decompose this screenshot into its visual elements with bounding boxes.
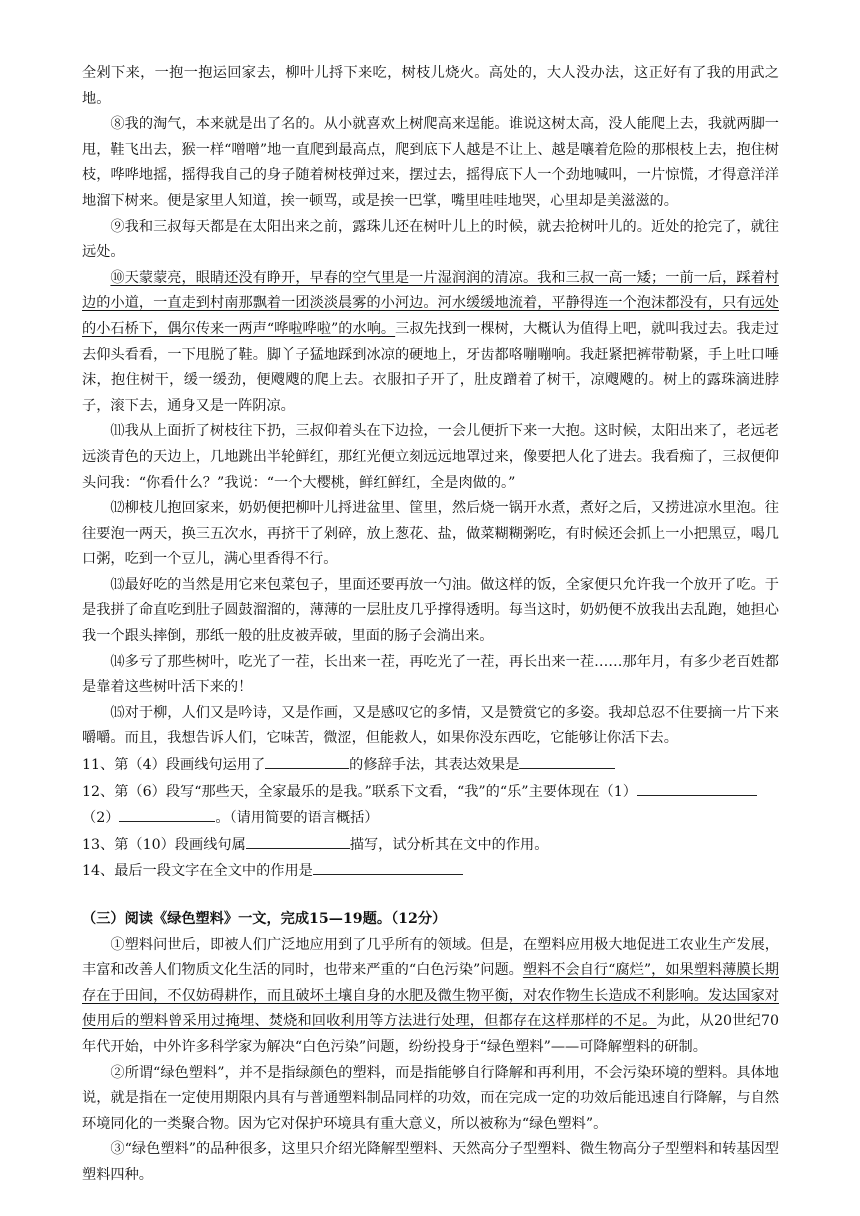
plastic-paragraph-2: ②所谓“绿色塑料”，并不是指绿颜色的塑料，而是指能够自行降解和再利用，不会污染环境的塑料。具体地说，就是指在一定使用期限内具有与普通塑料制品同样的功效，而在完成一定的功效后能迅速自行降解，与自然环境同化的一类聚合物。因为它对保护环境具有重大意义，所以被称为“绿色塑料”。 xyxy=(82,1064,779,1132)
answer-blank[interactable] xyxy=(265,752,349,769)
underlined-sentence-10: ⑩天蒙蒙亮，眼睛还没有睁开，早春的空气里是一片湿润润的清凉。我和三叔一高一矮；一前一后，踩着村边的小道，一直走到村南那飘着一团淡淡晨雾的小河边。河水缓缓地流着，平静得连一个泡沫都没有，只有远处的小石桥下，偶尔传来一两声“哗啦哗啦”的水响。 xyxy=(82,269,779,337)
paragraph-11: ⑾我从上面折了树枝往下扔，三叔仰着头在下边捡，一会儿便折下来一大抱。这时候，太阳出来了，老远老远淡青色的天边上，几地跳出半轮鲜红，那红光便立刻远远地罩过来，像要把人化了进去。我看痴了，三叔便仰头问我：“你看什么？”我说：“一个大樱桃，鲜红鲜红，全是肉做的。” xyxy=(82,423,779,491)
paragraph-14: ⒁多亏了那些树叶，吃光了一茬，长出来一茬，再吃光了一茬，再长出来一茬……那年月，有多少老百姓都是靠着这些树叶活下来的！ xyxy=(82,653,779,696)
question-11: 11、第（4）段画线句运用了 的修辞手法，其表达效果是 xyxy=(82,752,779,779)
answer-blank[interactable] xyxy=(637,779,757,796)
answer-blank[interactable] xyxy=(246,832,350,849)
paragraph-continuation: 全剁下来，一抱一抱运回家去，柳叶儿捋下来吃，树枝儿烧火。高处的，大人没办法，这正好有了我的用武之地。 xyxy=(82,65,779,107)
question-14: 14、最后一段文字在全文中的作用是 xyxy=(82,858,779,885)
paragraph-8: ⑧我的淘气，本来就是出了名的。从小就喜欢上树爬高来逞能。谁说这树太高，没人能爬上去，我就两脚一甩，鞋飞出去，猴一样“噌噌”地一直爬到最高点，爬到底下人越是不让上、越是嚷着危险的那根枝上去，抱住树枝，哗哗地摇，摇得我自己的身子随着树枝弹过来，摆过去，摇得底下人一个劲地喊叫，一片惊慌，才得意洋洋地溜下树来。便是家里人知道，挨一顿骂，或是挨一巴掌，嘴里哇哇地哭，心里却是美滋滋的。 xyxy=(82,116,779,209)
answer-blank[interactable] xyxy=(313,858,463,875)
paragraph-15: ⒂对于柳，人们又是吟诗，又是作画，又是感叹它的多情，又是赞赏它的多姿。我却总忍不住要摘一片下来嚼嚼。而且，我想告诉人们，它味苦，微涩，但能救人，如果你没东西吃，它能够让你活下去。 xyxy=(82,704,779,747)
plastic-paragraph-1: ①塑料问世后，即被人们广泛地应用到了几乎所有的领域。但是，在塑料应用极大地促进工农业生产发展，丰富和改善人们物质文化生活的同时，也带来严重的“白色污染”问题。塑料不会自行“腐烂”，如果塑料薄膜长期存在于田间，不仅妨碍耕作，而且破坏土壤自身的水肥及微生物平衡，对农作物生长造成不利影响。发达国家对使用后的塑料曾采用过掩埋、焚烧和回收利用等方法进行处理，但都存在这样那样的不足。为此，从20世纪70年代开始，中外许多科学家为解决“白色污染”问题，纷纷投身于“绿色塑料”——可降解塑料的研制。 xyxy=(82,936,779,1055)
answer-blank[interactable] xyxy=(519,752,615,769)
document-page xyxy=(82,61,779,1189)
answer-blank[interactable] xyxy=(119,805,215,822)
paragraph-13: ⒀最好吃的当然是用它来包菜包子，里面还要再放一勺油。做这样的饭，全家便只允许我一个放开了吃。于是我拼了命直吃到肚子圆鼓溜溜的，薄薄的一层肚皮几乎撑得透明。每当这时，奶奶便不放我出去乱跑，她担心我一个跟头摔倒，那纸一般的肚皮被弄破，里面的肠子会淌出来。 xyxy=(82,576,779,645)
question-13: 13、第（10）段画线句属 描写，试分析其在文中的作用。 xyxy=(82,832,779,859)
paragraph-10 xyxy=(82,266,779,420)
paragraph-10-rest: 三叔先找到一棵树，大概认为值得上吧，就叫我过去。我走过去仰头看看，一下甩脱了鞋。脚丫子猛地踩到冰凉的硬地上，牙齿都咯嘣嘣响。我赶紧把裤带勒紧，手上吐口唾沫，抱住树干，缓一缓劲，便飕飕的爬上去。衣服扣子开了，肚皮蹭着了树干，凉飕飕的。树上的露珠滴进脖子，滚下去，通身又是一阵阴凉。 xyxy=(82,320,779,414)
plastic-paragraph-3: ③“绿色塑料”的品种很多，这里只介绍光降解型塑料、天然高分子型塑料、微生物高分子型塑料和转基因型塑料四种。 xyxy=(82,1141,779,1183)
section-3-heading: （三）阅读《绿色塑料》一文，完成15—19题。（12分） xyxy=(82,911,447,927)
question-12: 12、第（6）段写“那些天，全家最乐的是我。”联系下文看，“我”的“乐”主要体现在（1） （2） 。（请用简要的语言概括） xyxy=(82,779,779,832)
paragraph-12: ⑿柳枝儿抱回家来，奶奶便把柳叶儿捋进盆里、筐里，然后烧一锅开水煮，煮好之后，又捞进凉水里泡。往往要泡一两天，换三五次水，再挤干了剁碎，放上葱花、盐，做菜糊糊粥吃，有时候还会抓上一小把黑豆，喝几口粥，吃到一个豆儿，满心里香得不行。 xyxy=(82,500,779,568)
underlined-sentence-plastic: 塑料不会自行“腐烂”，如果塑料薄膜长期存在于田间，不仅妨碍耕作，而且破坏土壤自身的水肥及微生物平衡，对农作物生长造成不利影响。发达国家对使用后的塑料曾采用过掩埋、焚烧和回收利用等方法进行处理，但都存在这样那样的不足。 xyxy=(82,962,779,1030)
paragraph-9: ⑨我和三叔每天都是在太阳出来之前，露珠儿还在树叶儿上的时候，就去抢树叶儿的。近处的抢完了，就往远处。 xyxy=(82,218,779,261)
